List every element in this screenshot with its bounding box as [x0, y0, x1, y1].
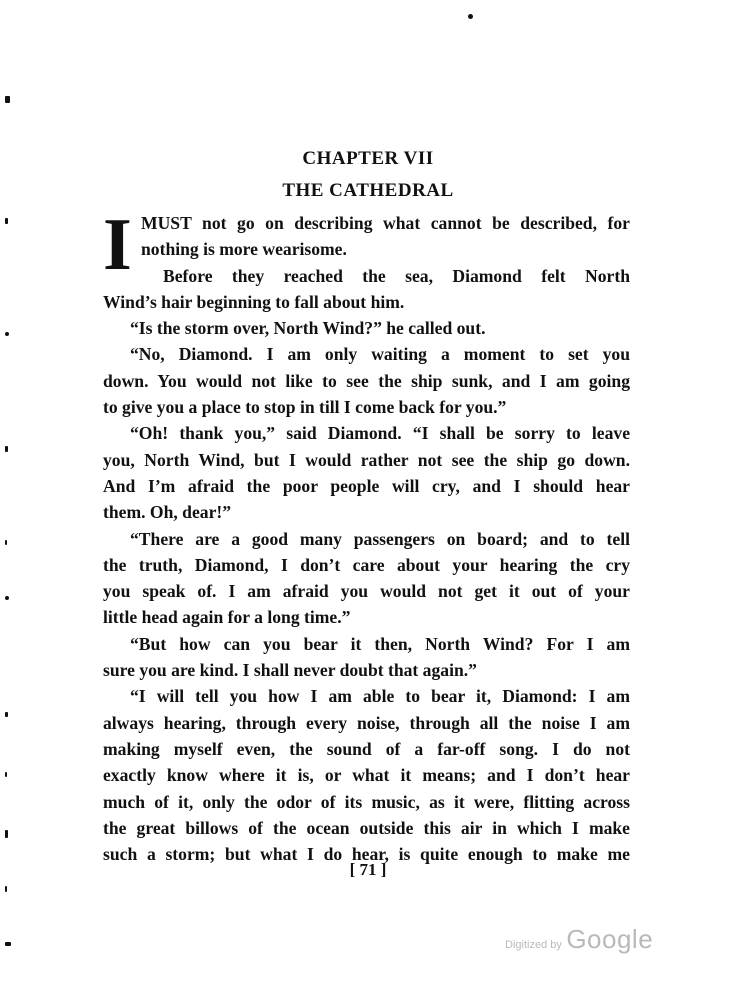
text-line: the great billows of the ocean outside this air in which I make [103, 817, 630, 838]
text-line: you speak of. I am afraid you would not get it out of your [103, 581, 630, 602]
text-line: much of it, only the odor of its music, as it were, flitting across [103, 791, 630, 812]
page-number: [ 71 ] [349, 860, 387, 879]
text-line: “There are a good many passengers on board; and to tell [130, 528, 630, 549]
chapter-number: CHAPTER VII [302, 148, 434, 169]
scan-mark [5, 446, 8, 452]
text-line: And I’m afraid the poor people will cry, and I should hear [103, 475, 630, 496]
text-line: nothing is more wearisome. [141, 239, 347, 260]
text-line: Before they reached the sea, Diamond felt North [163, 265, 630, 286]
scan-mark [5, 830, 8, 838]
scan-mark [468, 14, 473, 19]
scan-mark [5, 886, 7, 892]
google-logo: Google [566, 924, 654, 954]
text-line: to give you a place to stop in till I come back for you.” [103, 397, 507, 418]
text-line: making myself even, the sound of a far-off song. I do not [103, 738, 630, 759]
text-line: “But how can you bear it then, North Wind? For I am [130, 633, 630, 654]
text-line: the truth, Diamond, I don’t care about your hearing the cry [103, 554, 630, 575]
scan-mark [5, 772, 7, 777]
text-line: “Oh! thank you,” said Diamond. “I shall be sorry to leave [130, 423, 630, 444]
watermark-prefix: Digitized by [505, 939, 562, 951]
text-line: down. You would not like to see the ship sunk, and I am going [103, 370, 630, 391]
scan-mark [5, 218, 8, 224]
scan-mark [5, 96, 10, 103]
drop-cap: I [103, 204, 132, 286]
google-watermark [505, 924, 653, 955]
scan-mark [5, 596, 9, 600]
text-line: Wind’s hair beginning to fall about him. [103, 291, 405, 312]
text-line: such a storm; but what I do hear, is quite enough to make me [103, 844, 630, 865]
scan-mark [5, 332, 9, 336]
chapter-title: THE CATHEDRAL [282, 180, 454, 201]
text-line: sure you are kind. I shall never doubt that again.” [103, 660, 477, 681]
scan-mark [5, 540, 7, 545]
text-line: “I will tell you how I am able to bear it, Diamond: I am [130, 686, 630, 707]
text-line: them. Oh, dear!” [103, 502, 232, 523]
text-line: little head again for a long time.” [103, 607, 351, 628]
text-line: exactly know where it is, or what it means; and I don’t hear [103, 765, 630, 786]
text-line: “No, Diamond. I am only waiting a moment to set you [130, 344, 630, 365]
text-line: MUST not go on describing what cannot be described, for [141, 213, 630, 233]
text-line: you, North Wind, but I would rather not see the ship go down. [103, 449, 630, 470]
scan-mark [5, 712, 8, 717]
text-line: “Is the storm over, North Wind?” he called out. [130, 318, 486, 339]
body-text [103, 204, 630, 867]
text-line: always hearing, through every noise, through all the noise I am [103, 712, 630, 733]
scan-mark [5, 942, 11, 946]
